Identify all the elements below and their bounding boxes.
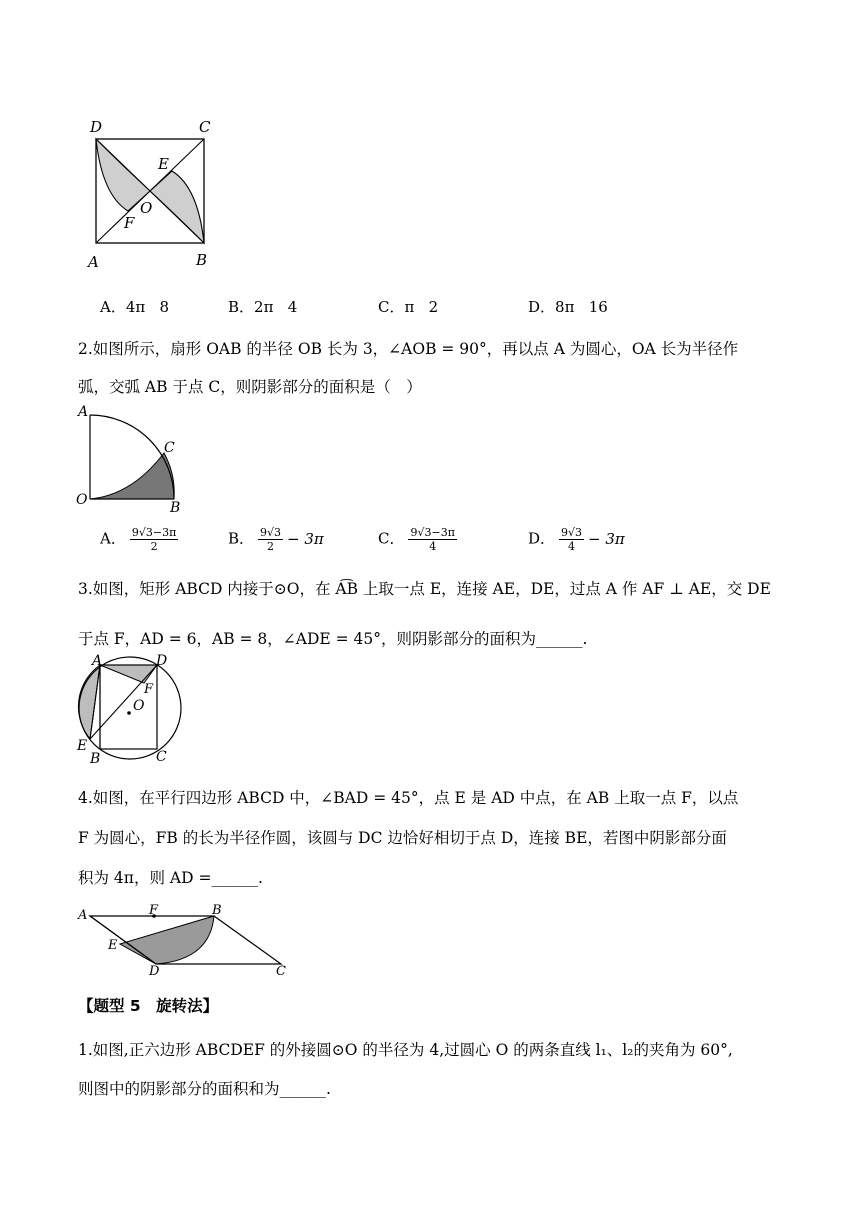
fig4-label-B: B (212, 903, 222, 918)
q4-text-line1: 4.如图，在平行四边形 ABCD 中，∠BAD = 45°，点 E 是 AD 中点，在 AB 上取一点 F，以点 (78, 789, 739, 807)
fig2-label-B: B (170, 500, 181, 515)
q2-option-b-letter: B． (228, 529, 255, 548)
fig3-label-B: B (90, 751, 101, 767)
q2-option-b[interactable] (228, 526, 324, 553)
q2-option-d[interactable] (528, 526, 625, 553)
fig4-label-A: A (78, 908, 88, 923)
fig2-label-C: C (164, 440, 175, 456)
q2-option-a-den: 2 (150, 540, 158, 553)
fig1-label-F: F (124, 214, 135, 232)
q1-option-d[interactable]: D．8π 16 (528, 298, 608, 316)
q2-option-a-letter: A． (100, 529, 126, 548)
q4-text-line2: F 为圆心，FB 的长为半径作圆，该圆与 DC 边恰好相切于点 D，连接 BE，若图中阴影部分面 (78, 829, 727, 847)
q2-option-d-den: 4 (568, 540, 576, 553)
q3-text-line2: 于点 F，AD = 6，AB = 8，∠ADE = 45°，则阴影部分的面积为______. (78, 630, 588, 648)
q1-option-a[interactable]: A．4π 8 (100, 298, 170, 316)
q2-text-line2: 弧，交弧 AB 于点 C，则阴影部分的面积是（ ） (78, 378, 422, 396)
q2-option-c[interactable] (378, 526, 457, 553)
fig1-label-D: D (90, 118, 103, 136)
fig3-label-F: F (144, 682, 154, 697)
fig2-label-O: O (76, 492, 88, 508)
q2-option-a[interactable] (100, 526, 178, 553)
q5-text-line1: 1.如图,正六边形 ABCDEF 的外接圆⊙O 的半径为 4,过圆心 O 的两条直线 l₁、l₂的夹角为 60°, (78, 1041, 733, 1059)
fig4-label-D: D (149, 964, 160, 979)
q2-option-b-den: 2 (267, 540, 275, 553)
q1-option-c[interactable]: C．π 2 (378, 298, 439, 316)
figure-sector (74, 400, 194, 515)
fig3-label-C: C (156, 749, 167, 765)
q2-option-d-num: 9√3 (561, 526, 583, 539)
fig2-label-A: A (78, 404, 89, 420)
q2-option-c-num: 9√3−3π (410, 526, 455, 539)
q2-option-c-letter: C． (378, 529, 405, 548)
q2-option-d-tail: − 3π (588, 529, 625, 548)
q3-text-line1: 3.如图，矩形 ABCD 内接于⊙O，在 A͡B 上取一点 E，连接 AE，DE，过点 A 作 AF ⊥ AE，交 DE (78, 580, 771, 598)
fig4-label-C: C (276, 964, 286, 979)
q2-option-b-tail: − 3π (287, 529, 324, 548)
q2-option-a-num: 9√3−3π (131, 526, 177, 539)
fig1-label-B: B (196, 251, 208, 269)
fig1-label-E: E (158, 155, 169, 173)
fig4-label-F: F (149, 903, 159, 918)
q2-option-c-den: 4 (429, 540, 437, 553)
fig4-label-E: E (108, 938, 118, 953)
q2-text-line1: 2.如图所示，扇形 OAB 的半径 OB 长为 3，∠AOB = 90°，再以点 A 为圆心，OA 长为半径作 (78, 340, 739, 358)
fig3-label-A: A (92, 653, 103, 669)
fig1-label-O: O (140, 199, 153, 217)
q1-option-b[interactable]: B．2π 4 (228, 298, 298, 316)
figure-square-lenses (80, 115, 220, 275)
q5-text-line2: 则图中的阴影部分的面积和为______. (78, 1080, 331, 1098)
fig1-label-A: A (88, 253, 99, 271)
figure-inscribed-rectangle (74, 653, 194, 768)
q2-option-b-num: 9√3 (260, 526, 282, 539)
figure-parallelogram (74, 900, 294, 980)
section-heading: 【题型 5 旋转法】 (78, 997, 219, 1015)
fig3-label-E: E (77, 738, 88, 754)
q2-option-d-letter: D． (528, 529, 556, 548)
q4-text-line3: 积为 4π，则 AD =______. (78, 869, 263, 887)
fig3-label-D: D (156, 653, 168, 669)
fig1-label-C: C (199, 118, 211, 136)
fig3-label-O: O (133, 698, 145, 714)
